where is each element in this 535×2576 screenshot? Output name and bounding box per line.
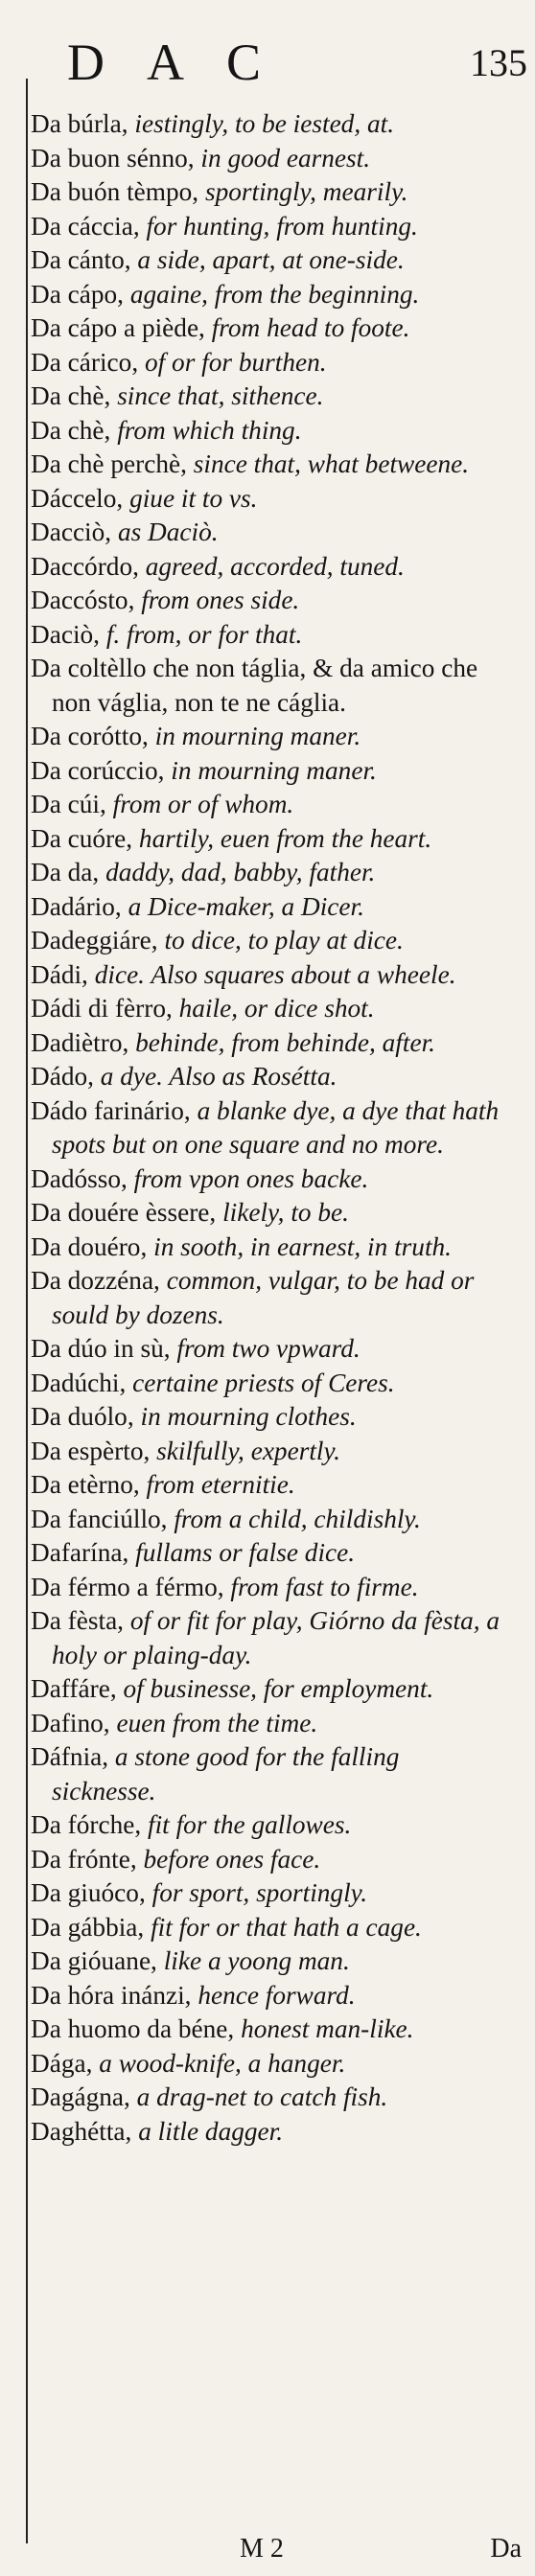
entry-definition: daddy, dad, babby, father. bbox=[105, 858, 376, 886]
dictionary-entry bbox=[31, 788, 502, 822]
entry-definition: a side, apart, at one-side. bbox=[137, 245, 405, 274]
entry-headword: Da chè, bbox=[31, 415, 118, 445]
entry-headword: Da duólo, bbox=[31, 1402, 141, 1431]
entry-headword: Dadúchi, bbox=[31, 1368, 133, 1397]
entry-definition: from ones side. bbox=[141, 586, 300, 614]
entry-headword: Da fanciúllo, bbox=[31, 1504, 174, 1533]
dictionary-entry bbox=[31, 448, 502, 482]
entry-headword: Da cúi, bbox=[31, 790, 113, 818]
entry-headword: Da da, bbox=[31, 858, 106, 886]
dictionary-entry bbox=[31, 516, 502, 550]
entry-definition: from two vpward. bbox=[176, 1334, 361, 1363]
dictionary-entry bbox=[31, 1979, 502, 2013]
dictionary-entry bbox=[31, 720, 502, 754]
dictionary-entry bbox=[31, 1536, 502, 1571]
dictionary-entry bbox=[31, 1604, 502, 1672]
dictionary-entry bbox=[31, 2047, 502, 2082]
entry-headword: Dádo farinário, bbox=[31, 1095, 198, 1125]
entry-definition: of businesse, for employment. bbox=[123, 1674, 434, 1703]
entry-headword: Dádi, bbox=[31, 959, 95, 989]
entry-headword: Da corótto, bbox=[31, 722, 155, 750]
entry-definition: like a yoong man. bbox=[163, 1946, 350, 1975]
entry-definition: in mourning clothes. bbox=[140, 1402, 357, 1431]
entry-headword: Dáfnia, bbox=[31, 1742, 115, 1771]
page-footer bbox=[0, 2532, 535, 2570]
dictionary-entry bbox=[31, 550, 502, 585]
dictionary-entry bbox=[31, 107, 502, 142]
dictionary-entry bbox=[31, 1911, 502, 1945]
entry-definition: sportingly, mearily. bbox=[204, 177, 408, 206]
entry-definition: from which thing. bbox=[117, 415, 302, 445]
entry-headword: Dafino, bbox=[31, 1708, 117, 1737]
page-number: 135 bbox=[470, 41, 527, 84]
entry-definition: fit for the gallowes. bbox=[148, 1810, 352, 1839]
entry-headword: Da huomo da béne, bbox=[31, 2014, 242, 2043]
dictionary-entry bbox=[31, 652, 502, 720]
entry-definition: in mourning maner. bbox=[171, 755, 377, 785]
entry-definition: in good earnest. bbox=[200, 143, 371, 172]
entry-definition: fit for or that hath a cage. bbox=[151, 1912, 422, 1942]
dictionary-entry bbox=[31, 1196, 502, 1230]
dictionary-entry bbox=[31, 380, 502, 414]
dictionary-entry bbox=[31, 278, 502, 312]
dictionary-entry bbox=[31, 2081, 502, 2115]
entry-headword: Da cápo, bbox=[31, 279, 130, 309]
column-rule bbox=[26, 79, 28, 2543]
entry-definition: for sport, sportingly. bbox=[151, 1878, 368, 1907]
entry-definition: of or for burthen. bbox=[144, 347, 327, 377]
entry-definition: haile, or dice shot. bbox=[178, 994, 375, 1023]
entry-headword: Da espèrto, bbox=[31, 1436, 157, 1465]
entry-definition: a litle dagger. bbox=[138, 2116, 284, 2146]
dictionary-entry bbox=[31, 1094, 502, 1162]
catchword: Da bbox=[490, 2534, 522, 2564]
dictionary-entry bbox=[31, 210, 502, 244]
entry-headword: Da cáccia, bbox=[31, 211, 147, 241]
entry-definition: behinde, from behinde, after. bbox=[135, 1027, 436, 1057]
entry-definition: hartily, euen from the heart. bbox=[138, 823, 432, 853]
entry-headword: Dadário, bbox=[31, 891, 128, 921]
entry-headword: Dafarína, bbox=[31, 1538, 136, 1567]
entry-headword: Dacciò, bbox=[31, 518, 118, 546]
entry-definition: euen from the time. bbox=[116, 1708, 318, 1737]
entry-headword: Da chè perchè, bbox=[31, 449, 194, 478]
entry-definition: skilfully, expertly. bbox=[156, 1436, 340, 1465]
entry-definition: in mourning maner. bbox=[154, 722, 361, 750]
dictionary-entry bbox=[31, 890, 502, 925]
entry-definition: from head to foote. bbox=[211, 313, 410, 342]
entry-headword: Da coltèllo che non táglia, & da amico che non váglia, non te ne cáglia. bbox=[31, 654, 478, 717]
entry-headword: Dagágna, bbox=[31, 2082, 137, 2111]
dictionary-entry bbox=[31, 924, 502, 958]
dictionary-entry bbox=[31, 1944, 502, 1979]
entry-definition: dice. Also squares about a wheele. bbox=[94, 959, 456, 989]
dictionary-entry bbox=[31, 1332, 502, 1367]
signature-mark: M 2 bbox=[240, 2534, 284, 2564]
dictionary-entry bbox=[31, 584, 502, 618]
entry-definition: from a child, childishly. bbox=[174, 1504, 421, 1533]
entry-definition: a dye. Also as Rosétta. bbox=[100, 1062, 337, 1091]
dictionary-entry bbox=[31, 1400, 502, 1435]
dictionary-entry bbox=[31, 1230, 502, 1265]
dictionary-entry bbox=[31, 1026, 502, 1061]
entry-headword: Da cápo a piède, bbox=[31, 313, 212, 342]
entry-headword: Dádo, bbox=[31, 1062, 101, 1091]
entry-headword: Daccórdo, bbox=[31, 551, 146, 581]
entry-definition: likely, to be. bbox=[222, 1198, 349, 1227]
dictionary-entry bbox=[31, 243, 502, 278]
entry-definition: a drag-net to catch fish. bbox=[136, 2082, 388, 2111]
entry-headword: Da hóra inánzi, bbox=[31, 1980, 198, 2010]
dictionary-entry bbox=[31, 482, 502, 517]
entry-definition: giue it to vs. bbox=[129, 483, 258, 513]
entry-headword: Da gióuane, bbox=[31, 1946, 164, 1975]
dictionary-entry bbox=[31, 1740, 502, 1808]
dictionary-entry bbox=[31, 1060, 502, 1094]
entry-headword: Daciò, bbox=[31, 619, 106, 649]
entry-definition: a wood-knife, a hanger. bbox=[99, 2048, 346, 2078]
entry-headword: Dága, bbox=[31, 2048, 100, 2078]
entry-headword: Da fèsta, bbox=[31, 1606, 130, 1635]
dictionary-entry bbox=[31, 311, 502, 346]
entry-definition: in sooth, in earnest, in truth. bbox=[153, 1231, 452, 1261]
entry-definition: from eternitie. bbox=[146, 1470, 295, 1499]
dictionary-entry bbox=[31, 142, 502, 176]
dictionary-entry bbox=[31, 1876, 502, 1911]
dictionary-entry bbox=[31, 1707, 502, 1741]
dictionary-entry bbox=[31, 822, 502, 857]
entry-definition: of or fit for play, Giórno da fèsta, a holy or plaing-day. bbox=[52, 1606, 500, 1669]
entry-headword: Da gábbia, bbox=[31, 1912, 151, 1942]
entry-definition: fullams or false dice. bbox=[135, 1538, 356, 1567]
entry-definition: f. from, or for that. bbox=[105, 619, 303, 649]
dictionary-entry bbox=[31, 1162, 502, 1197]
dictionary-entry bbox=[31, 2012, 502, 2047]
entry-headword: Daccósto, bbox=[31, 586, 142, 614]
entry-definition: since that, sithence. bbox=[117, 381, 324, 410]
entry-headword: Da dozzéna, bbox=[31, 1266, 167, 1295]
entry-headword: Da buón tèmpo, bbox=[31, 177, 205, 206]
entry-definition: as Daciò. bbox=[117, 518, 219, 546]
running-head-letters: DAC bbox=[67, 34, 304, 91]
entry-headword: Da buon sénno, bbox=[31, 143, 201, 172]
dictionary-entry bbox=[31, 1367, 502, 1401]
dictionary-entry bbox=[31, 1808, 502, 1843]
running-head bbox=[38, 29, 535, 96]
entry-definition: hence forward. bbox=[198, 1980, 356, 2010]
entry-definition: a Dice-maker, a Dicer. bbox=[128, 891, 364, 921]
entry-definition: since that, what betweene. bbox=[193, 449, 470, 478]
entry-headword: Da frónte, bbox=[31, 1844, 144, 1874]
entry-headword: Da douéro, bbox=[31, 1231, 154, 1261]
entry-definition: certaine priests of Ceres. bbox=[132, 1368, 395, 1397]
entry-definition: honest man-like. bbox=[241, 2014, 414, 2043]
entry-headword: Da chè, bbox=[31, 381, 118, 410]
entry-definition: againe, from the beginning. bbox=[129, 279, 420, 309]
entry-definition: from or of whom. bbox=[112, 790, 294, 818]
entry-definition: for hunting, from hunting. bbox=[146, 211, 418, 241]
entry-headword: Da dúo in sù, bbox=[31, 1334, 177, 1363]
entry-definition: a blanke dye, a dye that hath spots but on one square and no more. bbox=[52, 1095, 500, 1159]
entry-definition: iestingly, to be iested, at. bbox=[134, 109, 395, 138]
dictionary-entry bbox=[31, 175, 502, 210]
dictionary-entry bbox=[31, 618, 502, 653]
entry-headword: Dádi di fèrro, bbox=[31, 994, 179, 1023]
entry-headword: Dadeggiáre, bbox=[31, 926, 165, 954]
dictionary-entry bbox=[31, 1503, 502, 1537]
entry-headword: Da férmo a férmo, bbox=[31, 1572, 231, 1601]
dictionary-entry bbox=[31, 1843, 502, 1877]
dictionary-entry bbox=[31, 958, 502, 993]
dictionary-entry bbox=[31, 992, 502, 1026]
dictionary-entry bbox=[31, 1672, 502, 1707]
dictionary-entry bbox=[31, 754, 502, 789]
dictionary-entry bbox=[31, 1571, 502, 1605]
entry-definition: before ones face. bbox=[143, 1844, 321, 1874]
entry-headword: Dadiètro, bbox=[31, 1027, 136, 1057]
entry-definition: from fast to firme. bbox=[230, 1572, 419, 1601]
entry-list bbox=[31, 107, 502, 2149]
entry-headword: Da fórche, bbox=[31, 1810, 149, 1839]
entry-headword: Da douére èssere, bbox=[31, 1198, 223, 1227]
dictionary-entry bbox=[31, 2115, 502, 2150]
dictionary-entry bbox=[31, 414, 502, 448]
entry-headword: Da giuóco, bbox=[31, 1878, 152, 1907]
entry-definition: common, vulgar, to be had or sould by dozens. bbox=[52, 1266, 475, 1329]
dictionary-entry bbox=[31, 856, 502, 890]
entry-headword: Da cuóre, bbox=[31, 823, 139, 853]
entry-headword: Da búrla, bbox=[31, 109, 135, 138]
entry-headword: Da cánto, bbox=[31, 245, 138, 274]
entry-definition: from vpon ones backe. bbox=[133, 1163, 369, 1193]
entry-definition: to dice, to play at dice. bbox=[164, 926, 404, 954]
dictionary-entry bbox=[31, 346, 502, 380]
entry-headword: Da etèrno, bbox=[31, 1470, 147, 1499]
entry-headword: Da cárico, bbox=[31, 347, 145, 377]
entry-definition: a stone good for the falling sicknesse. bbox=[52, 1742, 400, 1806]
entry-headword: Dadósso, bbox=[31, 1163, 134, 1193]
dictionary-entry bbox=[31, 1435, 502, 1469]
dictionary-entry bbox=[31, 1264, 502, 1332]
entry-definition: agreed, accorded, tuned. bbox=[145, 551, 405, 581]
entry-headword: Da corúccio, bbox=[31, 755, 172, 785]
entry-headword: Dáccelo, bbox=[31, 483, 130, 513]
entry-headword: Daghétta, bbox=[31, 2116, 139, 2146]
dictionary-entry bbox=[31, 1468, 502, 1503]
entry-headword: Daffáre, bbox=[31, 1674, 124, 1703]
